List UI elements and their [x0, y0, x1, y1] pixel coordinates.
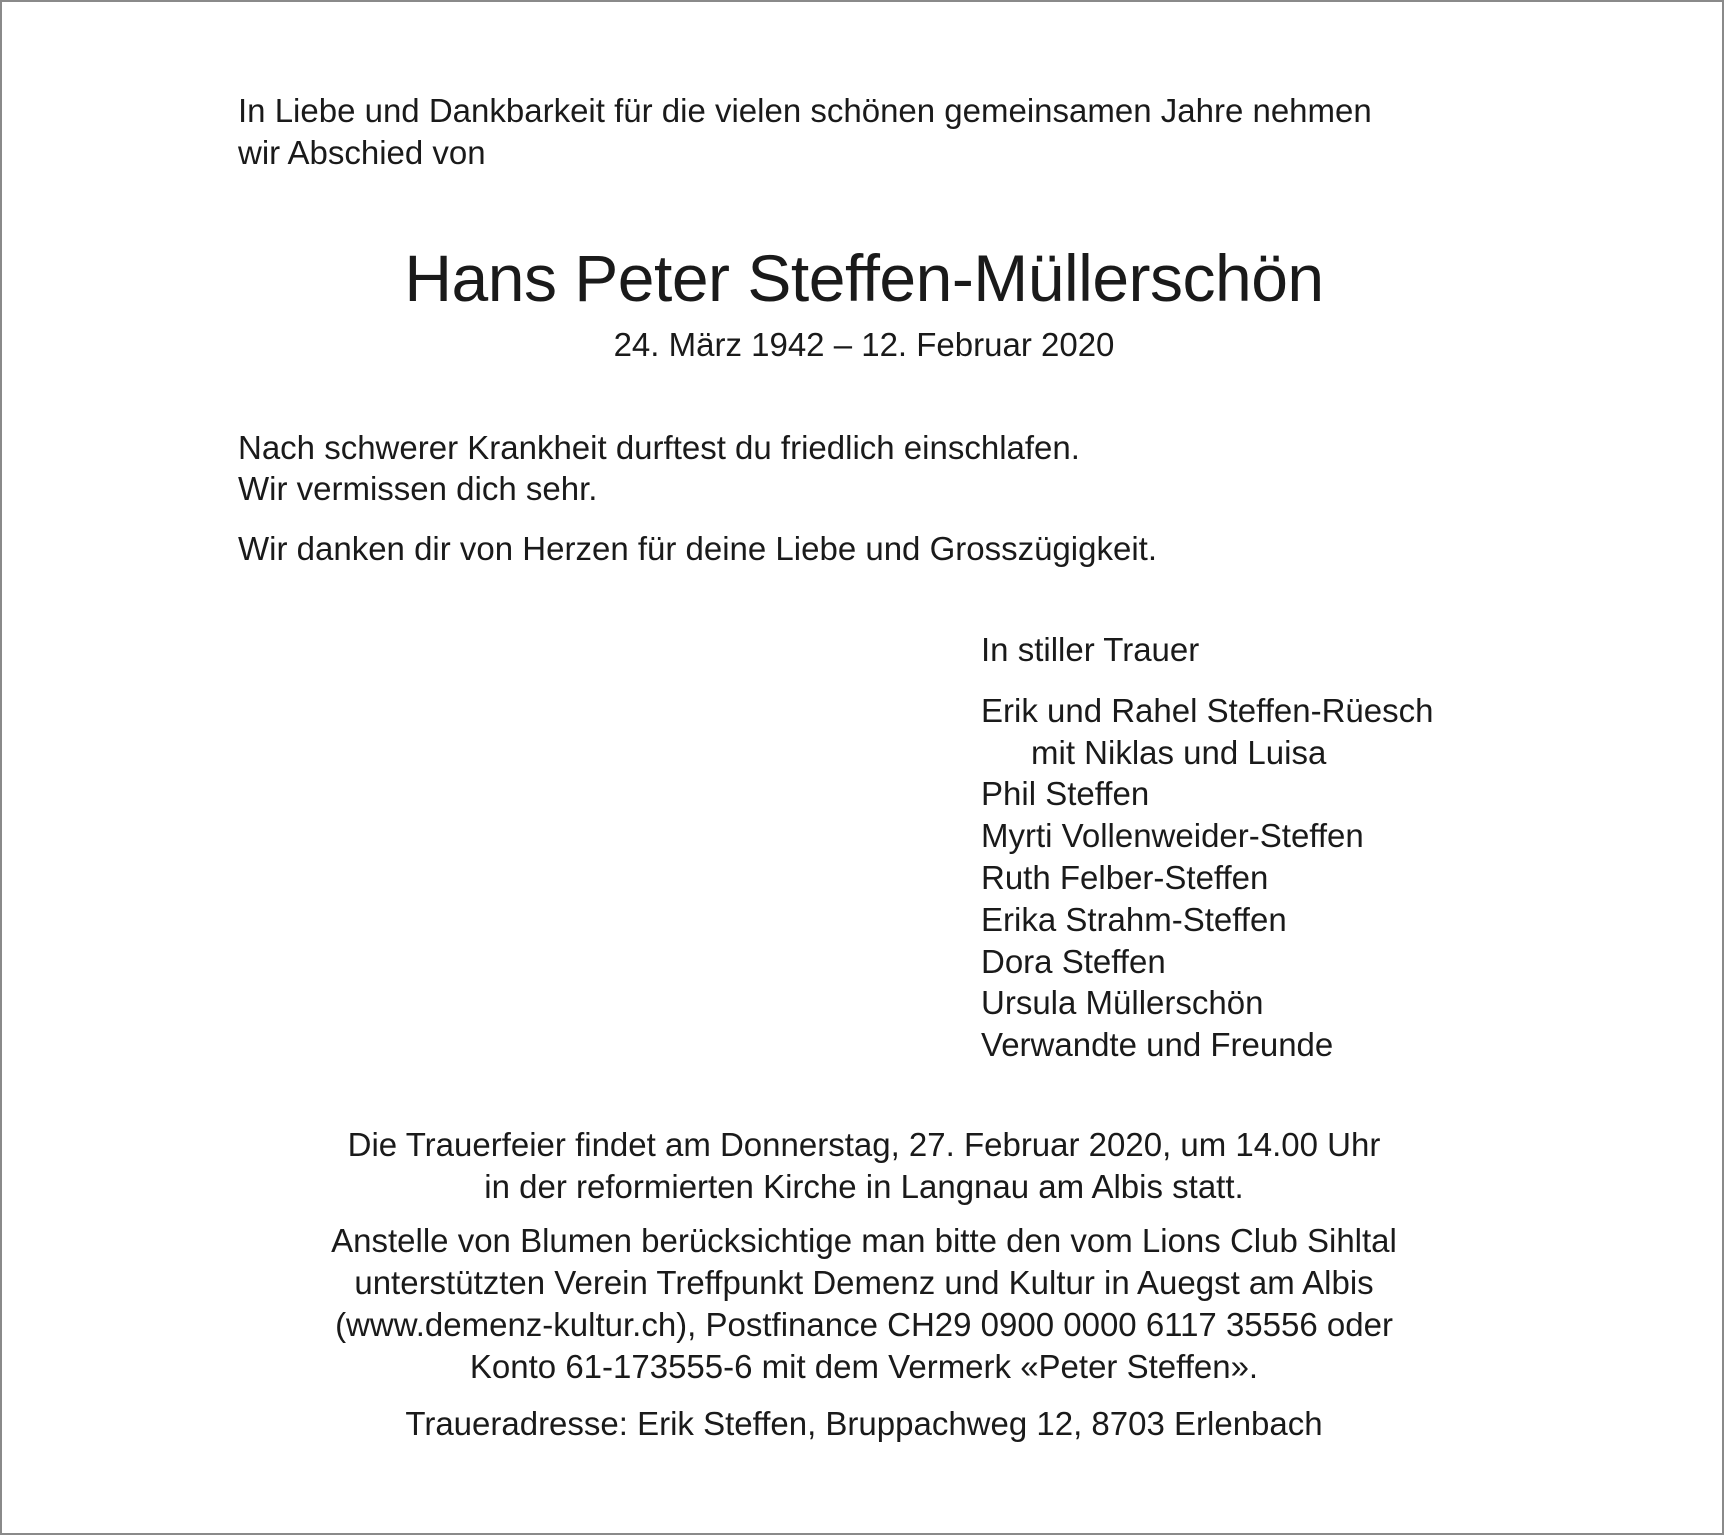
mourners-block	[981, 629, 1601, 1066]
service-line-1: Die Trauerfeier findet am Donnerstag, 27. Februar 2020, um 14.00 Uhr	[347, 1126, 1381, 1163]
intro-text	[238, 90, 1538, 174]
service-line-2: in der reformierten Kirche in Langnau am Albis statt.	[484, 1168, 1244, 1205]
mourning-address: Traueradresse: Erik Steffen, Bruppachweg 12, 8703 Erlenbach	[405, 1405, 1323, 1442]
donation-line-1: Anstelle von Blumen berücksichtige man bitte den vom Lions Club Sihltal	[331, 1222, 1397, 1259]
intro-line-1: In Liebe und Dankbarkeit für die vielen schönen gemeinsamen Jahre nehmen	[238, 92, 1372, 129]
life-dates: 24. März 1942 – 12. Februar 2020	[613, 326, 1115, 363]
donation-line-3: (www.demenz-kultur.ch), Postfinance CH29 0900 0000 6117 35556 oder	[335, 1306, 1393, 1343]
mourner-name: Myrti Vollenweider-Steffen	[981, 817, 1364, 855]
intro-line-2: wir Abschied von	[238, 134, 486, 171]
deceased-name: Hans Peter Steffen-Müllerschön	[404, 241, 1324, 315]
mourner-name: Dora Steffen	[981, 942, 1166, 980]
mourner-name: Verwandte und Freunde	[981, 1026, 1334, 1064]
donation-line-2: unterstützten Verein Treffpunkt Demenz und Kultur in Auegst am Albis	[354, 1264, 1374, 1301]
donation-line-4: Konto 61-173555-6 mit dem Vermerk «Peter Steffen».	[469, 1348, 1259, 1385]
mourner-name: Phil Steffen	[981, 775, 1150, 813]
mourner-name: Erika Strahm-Steffen	[981, 900, 1287, 938]
farewell-message	[238, 427, 1538, 569]
message-line-2: Wir vermissen dich sehr.	[238, 470, 598, 507]
mourners-heading: In stiller Trauer	[981, 631, 1200, 668]
mourner-name: mit Niklas und Luisa	[1031, 733, 1327, 771]
mourners-list	[981, 690, 1601, 1066]
mourner-name: Ursula Müllerschön	[981, 984, 1264, 1022]
message-line-1: Nach schwerer Krankheit durftest du friedlich einschlafen.	[238, 429, 1080, 466]
message-line-3: Wir danken dir von Herzen für deine Liebe und Grosszügigkeit.	[238, 530, 1157, 567]
mourner-name: Ruth Felber-Steffen	[981, 858, 1269, 896]
closing-info	[2, 1124, 1724, 1445]
mourner-name: Erik und Rahel Steffen-Rüesch	[981, 691, 1434, 729]
